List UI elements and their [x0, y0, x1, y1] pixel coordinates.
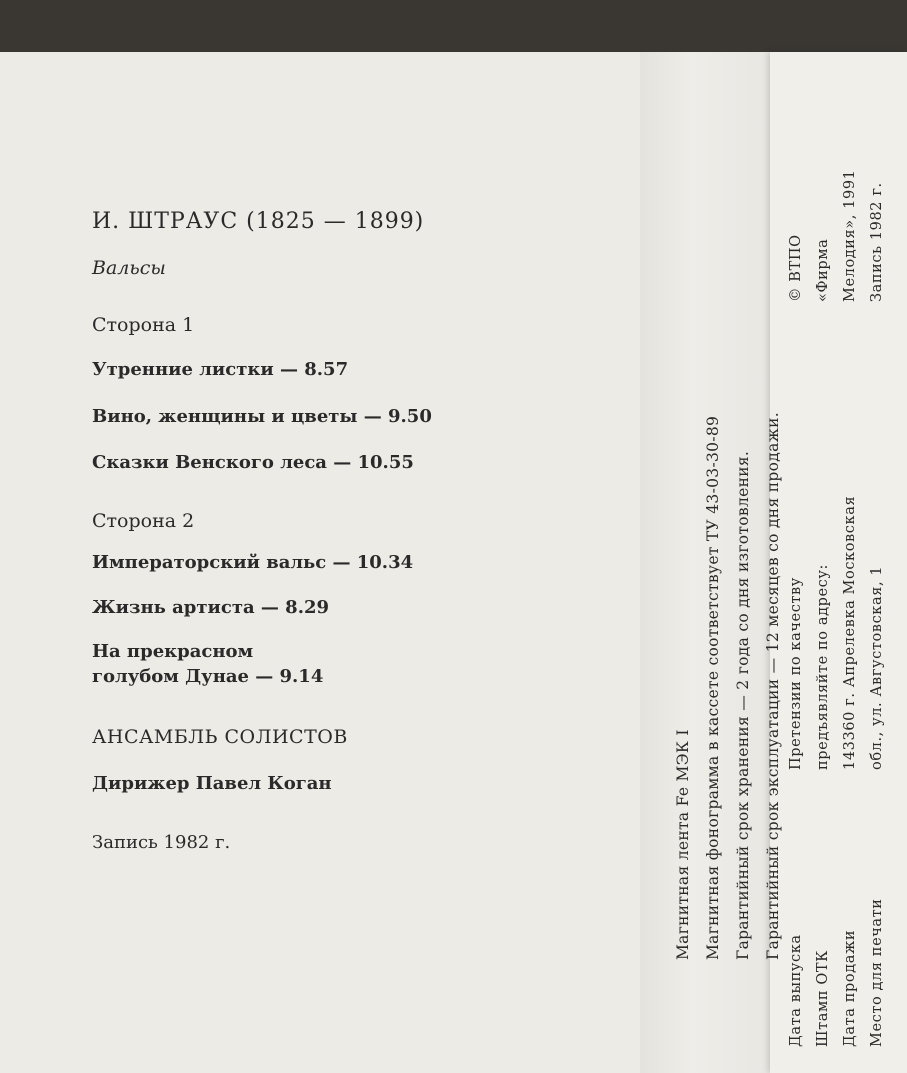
track-item: Императорский вальс — 10.34: [92, 552, 414, 573]
cassette-insert: [0, 52, 907, 1073]
stamp-fields: [783, 898, 891, 1047]
spine-line: Магнитная лента Fe МЭК I: [674, 729, 692, 960]
track-item: Жизнь артиста — 8.29: [92, 597, 330, 618]
side-2-label: Сторона 2: [92, 510, 195, 532]
claims-line: 143360 г. Апрелевка Московская: [842, 495, 858, 770]
track-item: голубом Дунае — 9.14: [92, 666, 324, 687]
stamp-line: Дата выпуска: [788, 934, 804, 1047]
copyright-line: Мелодия», 1991: [842, 169, 858, 302]
stamp-line: Штамп ОТК: [815, 950, 831, 1047]
conductor-name: Дирижер Павел Коган: [92, 773, 332, 794]
track-item: Сказки Венского леса — 10.55: [92, 452, 414, 473]
composer-heading: И. ШТРАУС (1825 — 1899): [92, 209, 425, 234]
claims-line: Претензии по качеству: [788, 577, 804, 770]
track-item: На прекрасном: [92, 641, 254, 662]
ensemble-name: АНСАМБЛЬ СОЛИСТОВ: [92, 726, 348, 748]
stamp-line: Дата продажи: [842, 929, 858, 1047]
copyright-line: Запись 1982 г.: [869, 182, 885, 302]
claims-line: обл., ул. Августовская, 1: [869, 565, 885, 770]
side-1-label: Сторона 1: [92, 314, 195, 336]
track-item: Утренние листки — 8.57: [92, 359, 349, 380]
spine-text: [668, 412, 788, 960]
copyright-line: © ВТПО: [788, 234, 804, 302]
spine-line: Магнитная фонограмма в кассете соответствует ТУ 43-03-30-89: [704, 415, 722, 960]
recording-year: Запись 1982 г.: [92, 832, 231, 853]
track-item: Вино, женщины и цветы — 9.50: [92, 406, 432, 427]
copyright-line: «Фирма: [815, 238, 831, 302]
claims-address: [783, 496, 891, 770]
copyright-block: [783, 170, 891, 303]
claims-line: предъявляйте по адресу:: [815, 563, 831, 770]
stamp-line: Место для печати: [869, 898, 885, 1047]
spine-line: Гарантийный срок хранения — 2 года со дня изготовления.: [734, 450, 752, 960]
genre-subtitle: Вальсы: [92, 257, 166, 279]
spine-line: Гарантийный срок эксплуатации — 12 месяцев со дня продажи.: [764, 411, 782, 960]
